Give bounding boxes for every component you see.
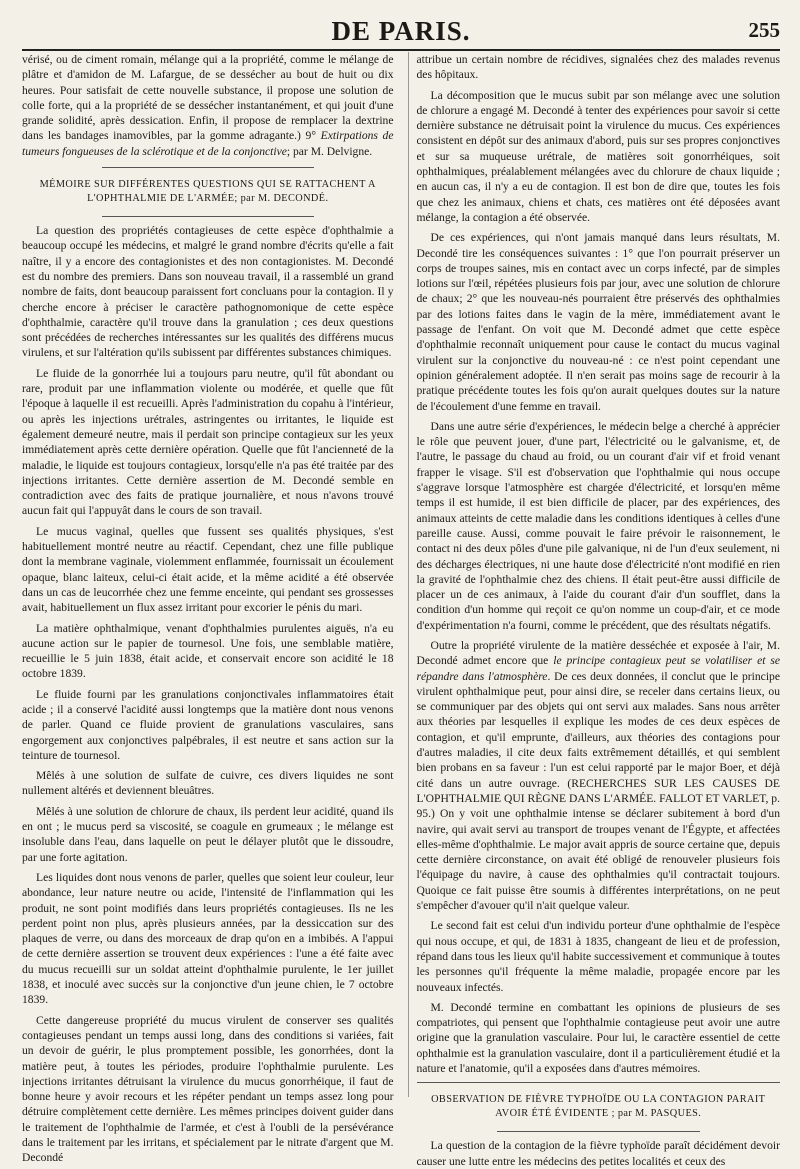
paragraph: Le mucus vaginal, quelles que fussent ses qualités physiques, s'est habituellement montré neutre au réactif. Cependant, chez une fille publique dont la membrane vaginale, violemment enflammée, fournissait un écoulement opaque, blanc laiteux, celui-ci était acide, et la même acidité a été observée dans un cas de leucorrhée chez une femme enceinte, qui pendant ses grossesses avait, habituellement un flux assez irritant pour excorier le pénis du mari.	[22, 524, 394, 615]
paragraph: Le fluide de la gonorrhée lui a toujours paru neutre, qu'il fût abondant ou rare, produit par une inflammation violente ou modérée, et quelle que fût l'époque à laquelle il est recueilli. Après l'administration du copahu à l'intérieur, ou après les injections urétrales, astringentes ou irritantes, le liquide est également demeuré neutre, mais il perdait son principe contagieux sur les yeux immédiatement après cette dernière opération. Quelle que fût l'ancienneté de la maladie, le liquide est toujours contagieux, lorsqu'elle n'a pas été traitée par des injections irritantes. Cette dernière assertion de M. Decondé semble en contradiction avec des faits de pratique journalière, et nous n'avons trouvé aucun fait qui l'appuyât dans le cours de son travail.	[22, 366, 394, 518]
italic-quote: le principe contagieux peut se volatiliser et se répandre dans l'atmosphère	[416, 654, 780, 683]
text-run: Outre la propriété virulente de la matière desséchée et exposée à l'air, M. Decondé admet encore que	[416, 638, 780, 668]
text-run: vérisé, ou de ciment romain, mélange qui a la propriété, comme le mélange de plâtre et d'amidon de M. Lafargue, de se dessécher au bout de huit ou dix heures. Pour satisfait de cette nouvelle substance, il propose une solution de colle forte, qui a la propriété de se dessécher instantanément, et qui jouit d'une grande solidité, après dessication. Enfin, il propose de remplacer la dextrine dans les bandages inamovibles, par la gomme adragante.) 9°	[22, 53, 394, 143]
section-divider	[102, 167, 314, 168]
running-title: DE PARIS.	[331, 16, 471, 46]
paragraph: La question de la contagion de la fièvre typhoïde paraît décidément devoir causer une lutte entre les médecins des petites localités et ceux des	[416, 1139, 780, 1168]
left-column	[22, 52, 394, 1165]
section-divider	[417, 1082, 781, 1083]
text-columns	[22, 52, 780, 1168]
page-header	[22, 12, 780, 52]
paragraph: La matière ophthalmique, venant d'ophthalmies purulentes aiguës, n'a eu aucune action sur le papier de tournesol. Une fois, une semblable matière, recueillie le 5 juin 1838, était acide, et conservait encore son acidité le 18 octobre 1839.	[22, 621, 394, 681]
paragraph: La décomposition que le mucus subit par son mélange avec une solution de chlorure a engagé M. Decondé à tenter des expériences pour savoir si cette dernière substance ne détruisait point la virulence du mucus. Ces expériences consistent en dépôt sur des animaux d'abord, puis sur ses propres conjonctives et sur sa muqueuse urétrale, de matières soit gonorrhéiques, soit ophthalmiques, préalablement mélangées avec du chlorure de chaux liquide ; en aucun cas, il n'y a eu de contagion. Il est bon de dire que, toutes les fois que chez les animaux, chiens et chats, ces matières ont été déposées avant mélange, la contagion a été observée.	[416, 88, 780, 224]
paragraph	[22, 52, 394, 159]
header-rule	[22, 49, 780, 51]
paragraph: attribue un certain nombre de récidives, signalées chez des malades revenus des hôpitaux.	[416, 53, 780, 82]
paragraph: Le second fait est celui d'un individu porteur d'une ophthalmie de l'espèce qui nous occupe, et qui, de 1831 à 1835, changeant de lieu et de profession, répand dans tous les lieux qu'il habite successivement et communique à toutes les personnes qu'il fréquente la même maladie, propagée encore par les nouveaux infectés.	[416, 919, 780, 994]
section-title-decondé: MÉMOIRE SUR DIFFÉRENTES QUESTIONS QUI SE RATTACHENT A L'OPHTHALMIE DE L'ARMÉE; par M. DECONDÉ.	[39, 179, 376, 205]
text-run: . De ces deux données, il conclut que le principe virulent ophthalmique peut, pour ainsi dire, se receler dans certains lieux, ou se communiquer par des objets qui ont servi aux malades. Sans nous arrêter aux théories par lesquelles il explique les modes de ces deux espèces de contagion, et qu'il emprunte, d'ailleurs, aux théories des contagions pour d'autres maladies, il cite deux faits extrêmement détaillés, et qui semblent bien probans en sa faveur : l'un est celui rapporté par le major Boer, et déjà cité dans un autre ouvrage. (RECHERCHES SUR LES CAUSES DE L'OPHTHALMIE QUI RÈGNE DANS L'ARMÉE. FALLOT ET VARLET, p. 95.) On y voit une ophthalmie intense se déclarer subitement à bord d'un navire, qui avait servi au transport de troupes venant de l'Égypte, et affectées elles-même d'ophthalmie. Le major avait appris de source certaine que, depuis cette dernière circonstance, on avait été obligé de renouveler plusieurs fois l'équipage du navire, à cause des ophthalmies qu'il contractait toujours. Quoique ce fait puisse être soumis à différentes interprétations, on ne peut s'empêcher d'avouer qu'il n'ait quelque valeur.	[416, 669, 780, 913]
section-divider	[497, 1131, 701, 1132]
paragraph: Les liquides dont nous venons de parler, quelles que soient leur couleur, leur abondance, leur nature neutre ou acide, l'intensité de l'inflammation qui les produit, ne sont point modifiés dans leurs propriétés contagieuses. Ils ne les perdent point non plus, après plusieurs années, par la dessiccation sur des plaques de verre, ou dans des morceaux de drap qu'on en a imbibés. A l'appui de cette dernière assertion se trouvent deux expériences : l'une a été faite avec du mucus recueilli sur un soldat atteint d'ophthalmie purulente, le 1er juillet 1838, et inoculé avec succès sur la conjonctive d'un jeune chien, le 7 octobre 1839.	[22, 870, 394, 1007]
italic-title: Extirpations de tumeurs fongueuses de la sclérotique et de la conjonctive	[22, 129, 394, 158]
page-number: 255	[748, 18, 780, 42]
paragraph: Dans une autre série d'expériences, le médecin belge a cherché à apprécier le rôle que peuvent jouer, d'une part, l'électricité ou le galvanisme, et, de l'autre, le passage du chaud au froid, ou un courant d'air vif et froid venant frapper le visage. S'il est d'observation que l'ophthalmie qui nous occupe s'aggrave lorsque l'atmosphère est chargée d'électricité, et lorsqu'en même temps il est humide, il est bien difficile de placer, par des expériences, des animaux atteints de cette maladie dans les conditions identiques à celles d'une pareille cause. Aussi, comme pouvait le faire prévoir le raisonnement, le contact ni des deux pôles d'une pile galvanique, ni de l'un d'eux seulement, ni des décharges électriques, ni une haute dose d'électricité n'ont modifié en rien la gravité de l'ophthalmie chez des chiens. Il était peut-être aussi difficile de placer un de ces animaux, à l'aide du courant d'air d'un soufflet, dans la condition d'un homme qui reçoit ce qu'on nomme un coup-d'air, et ce mode d'expérimentation n'a fourni, comme le précédent, que des résultats négatifs.	[416, 419, 780, 632]
section-title-pasques: OBSERVATION DE FIÈVRE TYPHOÏDE OU LA CONTAGION PARAIT AVOIR ÉTÉ ÉVIDENTE ; par M. PASQUES.	[431, 1094, 766, 1120]
text-run: ; par M. Delvigne.	[286, 144, 373, 158]
paragraph: M. Decondé termine en combattant les opinions de plusieurs de ses compatriotes, qui pensent que l'ophthalmie contagieuse peut avoir une autre origine que la granulation vasculaire. Pour lui, le caractère essentiel de cette ophthalmie est la granulation vasculaire, dont il a particulièrement étudié et la nature et l'anatomie, qu'il a exposées dans d'autres mémoires.	[416, 1000, 780, 1075]
paragraph: Cette dangereuse propriété du mucus virulent de conserver ses qualités contagieuses pendant un temps aussi long, dans des conditions si variées, fait un devoir de guérir, le plus promptement possible, les gonorrhées, dont la matière peut, à toutes les périodes, produire l'ophthalmie purulente. Les injections irritantes détruisant la virulence du mucus gonorrhéique, il faut de bonne heure y avoir recours et les répéter pendant un temps assez long pour détruire complètement cette dernière. Les mêmes principes doivent guider dans le traitement de l'ophthalmie de l'armée, et c'est à l'oubli de la persévérance dans le traitement par les irritans, et spécialement par le nitrate d'argent que M. Decondé	[22, 1013, 394, 1165]
paragraph: Le fluide fourni par les granulations conjonctivales inflammatoires était acide ; il a conservé l'acidité aussi longtemps que la matière dont nous venons de parler. Quand ce fluide provient de granulations vasculaires, sans engorgement aux conjonctives palpébrales, il est neutre et sans action sur la teinture de tournesol.	[22, 687, 394, 762]
section-divider	[102, 216, 314, 217]
paragraph: Mêlés à une solution de chlorure de chaux, ils perdent leur acidité, quand ils en ont ; le mucus perd sa viscosité, se coagule en grumeaux ; le mélange est insoluble dans l'eau, dans laquelle on peut le délayer plutôt que le dissoudre, par une forte agitation.	[22, 804, 394, 864]
paragraph	[417, 638, 781, 913]
paragraph: De ces expériences, qui n'ont jamais manqué dans leurs résultats, M. Decondé tire les conséquences suivantes : 1° que l'on pourrait préserver un corps de troupes saines, mis en contact avec un corps infecté, par de simples lotions sur l'œil, répétées plusieurs fois par jour, avec une solution de chlorure de chaux; 2° que les nouveau-nés pourraient être préservés des ophthalmies par des lotions faites dans le vagin de la mère, immédiatement avant le passage de l'enfant. On voit que M. Decondé admet que cette espèce d'ophthalmie reconnaît uniquement pour cause le contact du mucus vaginal virulent sur la conjonctive du nouveau-né : ce n'est point cependant une opinion généralement adoptée. Il n'en serait pas moins sage de recourir à la pratique précédente toutes les fois qu'on aurait quelques doutes sur la nature de l'écoulement d'une femme en travail.	[416, 231, 780, 413]
paragraph: La question des propriétés contagieuses de cette espèce d'ophthalmie a beaucoup occupé les médecins, et malgré le grand nombre d'écrits qu'elle a fait naître, il y a encore des contagionistes et des non contagionistes. M. Decondé est du nombre des premiers. Dans son nouveau travail, il a rassemblé un grand nombre de faits, dont beaucoup paraissent fort concluans pour la contagion. Il y cherche encore à préciser le caractère pathognomonique de cette espèce d'ophthalmie, caractère qu'il trouve dans la granulation ; ces deux questions sont précédées de recherches intéressantes sur les qualités des différens mucus virulens, et sur l'altération qu'ils subissent par différentes substances chimiques.	[22, 224, 394, 360]
right-column	[408, 52, 781, 1168]
paragraph: Mêlés à une solution de sulfate de cuivre, ces divers liquides ne sont nullement altérés et deviennent bleuâtres.	[22, 769, 394, 798]
